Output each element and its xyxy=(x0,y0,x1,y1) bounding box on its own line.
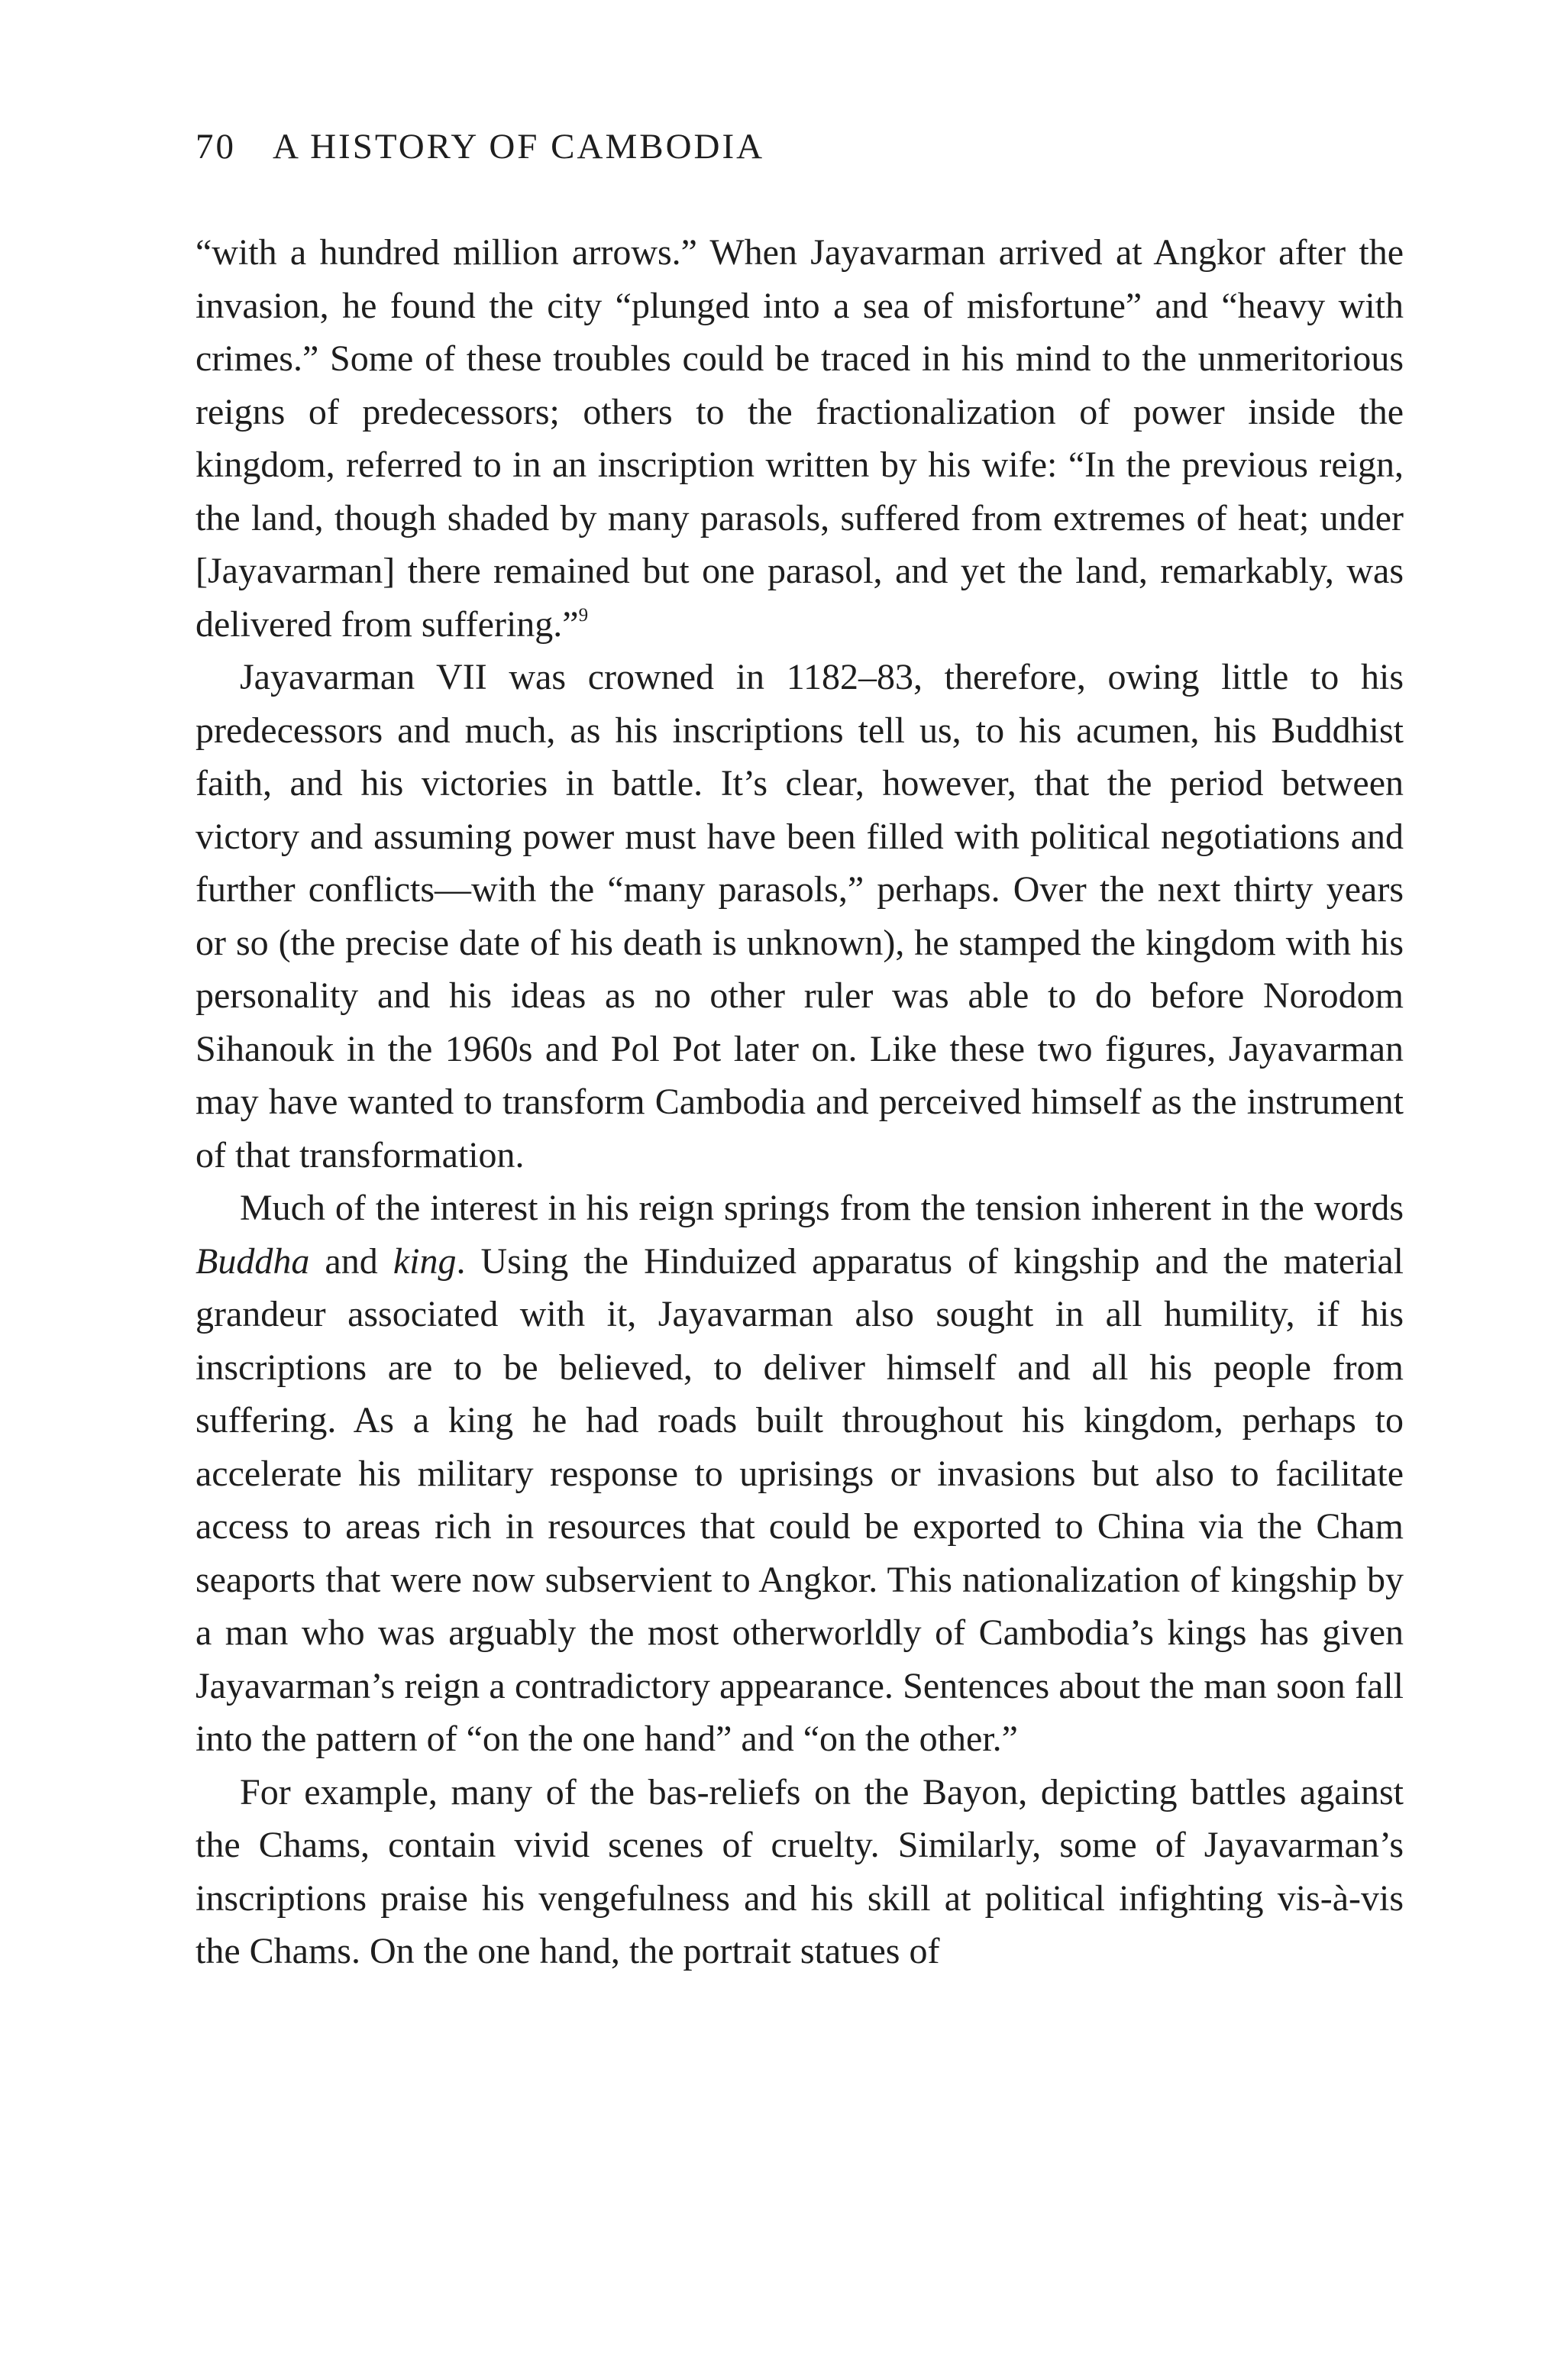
footnote-reference: 9 xyxy=(578,604,589,626)
paragraph xyxy=(196,1182,1404,1766)
italic-term: king xyxy=(393,1240,457,1282)
paragraph-text: . Using the Hinduized apparatus of kingship and the material grandeur associated with it, Jayavarman also sought in all humility, if his inscriptions are to be believed, to deliver himself and all his people from suffering. As a king he had roads built throughout his kingdom, perhaps to accelerate his military response to uprisings or invasions but also to facilitate access to areas rich in resources that could be exported to China via the Cham seaports that were now subservient to Angkor. This nationalization of kingship by a man who was arguably the most otherworldly of Cambodia’s kings has given Jayavarman’s reign a contradictory appearance. Sentences about the man soon fall into the pattern of “on the one hand” and “on the other.” xyxy=(196,1240,1404,1759)
body-text xyxy=(196,226,1404,1978)
paragraph: For example, many of the bas-reliefs on the Bayon, depicting battles against the Chams, contain vivid scenes of cruelty. Similarly, some of Jayavarman’s inscriptions praise his vengefulness and his skill at political infighting vis-à-vis the Chams. On the one hand, the portrait statues of xyxy=(196,1771,1404,1971)
paragraph: Jayavarman VII was crowned in 1182–83, therefore, owing little to his predecessors and much, as his inscriptions tell us, to his acumen, his Buddhist faith, and his victories in battle. It’s clear, however, that the period between victory and assuming power must have been filled with political negotiations and further conflicts—with the “many parasols,” perhaps. Over the next thirty years or so (the precise date of his death is unknown), he stamped the kingdom with his personality and his ideas as no other ruler was able to do before Norodom Sihanouk in the 1960s and Pol Pot later on. Like these two figures, Jayavarman may have wanted to transform Cambodia and perceived himself as the instrument of that transformation. xyxy=(196,657,1404,1175)
paragraph xyxy=(196,226,1404,651)
running-title: A HISTORY OF CAMBODIA xyxy=(273,127,765,167)
page-number: 70 xyxy=(196,127,236,167)
paragraph-text: and xyxy=(309,1240,393,1282)
italic-term: Buddha xyxy=(196,1240,310,1282)
running-head xyxy=(196,124,764,170)
paragraph-text: Much of the interest in his reign springs from the tension inherent in the words xyxy=(240,1188,1404,1228)
paragraph-text: “with a hundred million arrows.” When Jayavarman arrived at Angkor after the invasion, he found the city “plunged into a sea of misfortune” and “heavy with crimes.” Some of these troubles could be traced in his mind to the unmeritorious reigns of predecessors; others to the fractionalization of power inside the kingdom, referred to in an inscription written by his wife: “In the previous reign, the land, though shaded by many parasols, suffered from extremes of heat; under [Jayavarman] there remained but one parasol, and yet the land, remarkably, was delivered from suffering.” xyxy=(196,232,1404,645)
